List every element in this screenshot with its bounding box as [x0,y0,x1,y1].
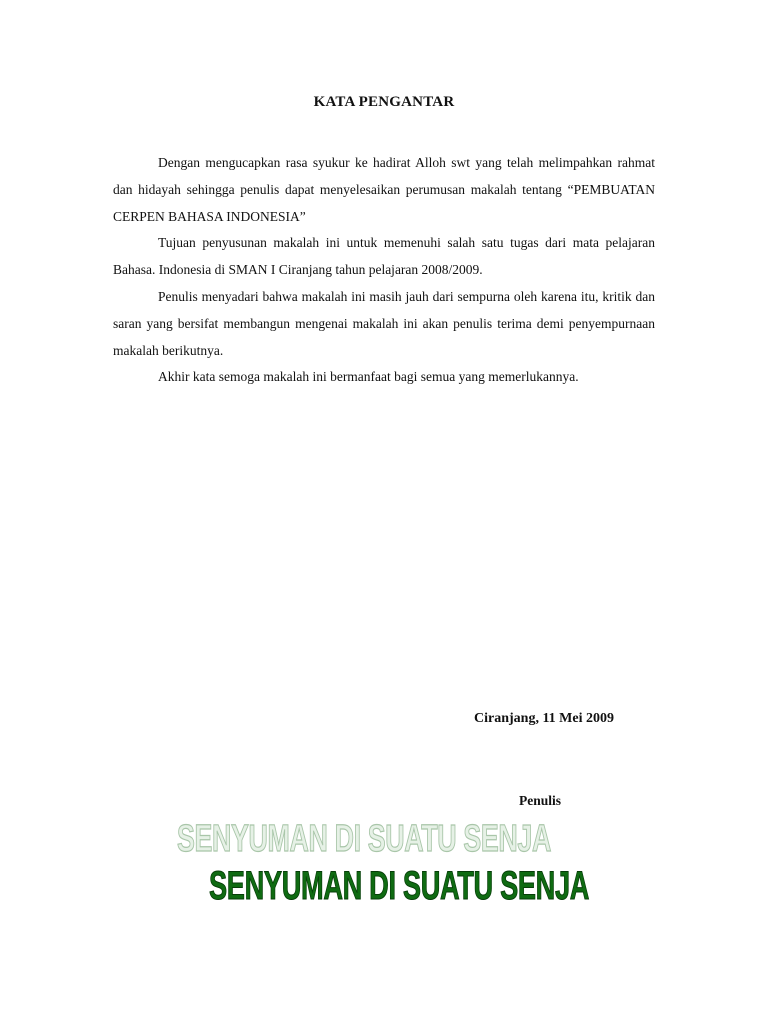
wordart-title: SENYUMAN DI SUATU SENJA [209,864,590,908]
document-body [113,150,655,391]
page-title: KATA PENGANTAR [313,94,455,110]
paragraph-1: Dengan mengucapkan rasa syukur ke hadirat Alloh swt yang telah melimpahkan rahmat dan hidayah sehingga penulis dapat menyelesaikan perumusan makalah tentang “PEMBUATAN CERPEN BAHASA INDONESIA” [113,155,655,224]
paragraph-4: Akhir kata semoga makalah ini bermanfaat bagi semua yang memerlukannya. [158,369,579,385]
paragraph-3: Penulis menyadari bahwa makalah ini masih jauh dari sempurna oleh karena itu, kritik dan saran yang bersifat membangun mengenai makalah ini akan penulis terima demi penyempurnaan makalah berikutnya. [113,288,655,358]
place-date: Ciranjang, 11 Mei 2009 [474,711,614,726]
wordart-title-faded: SENYUMAN DI SUATU SENJA [177,818,551,860]
author-signature: Penulis [519,793,562,808]
paragraph-2: Tujuan penyusunan makalah ini untuk memenuhi salah satu tugas dari mata pelajaran Bahasa. Indonesia di SMAN I Ciranjang tahun pelajaran 2008/2009. [113,235,655,278]
